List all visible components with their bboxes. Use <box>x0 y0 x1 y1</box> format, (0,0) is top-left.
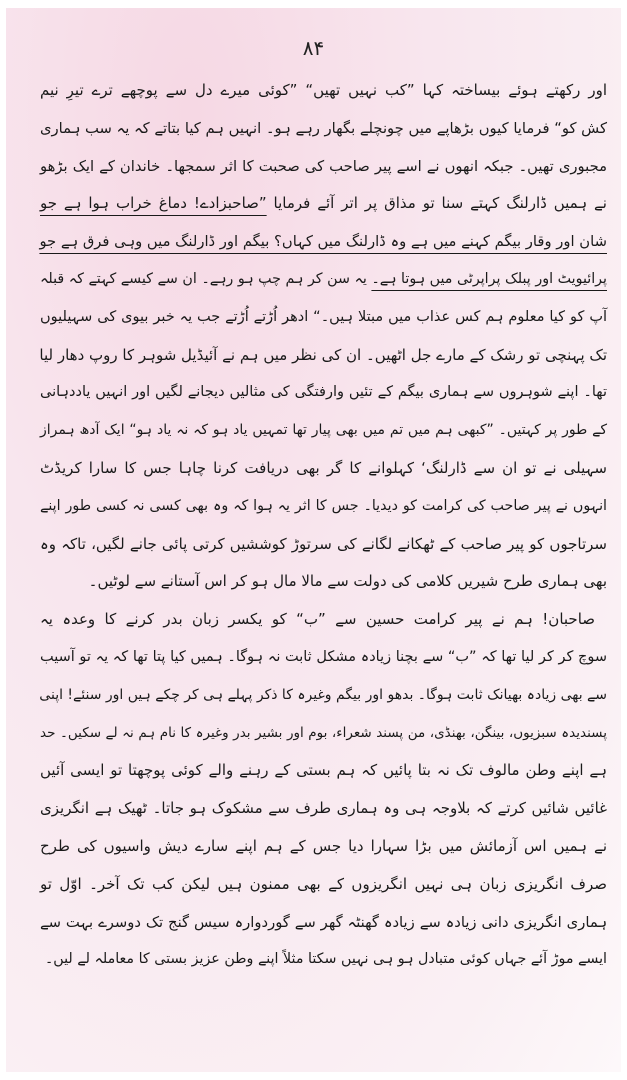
text-line: سے بھی زیادہ بھیانک ثابت ہوگا۔ بدھو اور بیگم وغیرہ کا ذکر پہلے ہی کر چکے ہیں اور سنئے! اپنی <box>39 686 607 703</box>
text-line: ہے اپنے وطن مالوف تک نہ بتا پائیں کہ ہم بستی کے رہنے والے کوئی پوچھتا تو ایسی آئیں <box>40 761 607 780</box>
text-line: صرف انگریزی زبان ہی نہیں انگریزوں کے بھی ممنون ہیں لیکن کب تک آخر۔ اوّل تو <box>40 874 607 893</box>
text-line: سرتاجوں کو پیر صاحب کے ٹھکانے لگانے کی سرتوڑ کوششیں کرتی پائی جانے لگیں، تاکہ وہ <box>40 534 607 553</box>
text-line: سہیلی نے تو ان سے ڈارلنگ‘ کہلوانے کا گر بھی دریافت کرنا چاہا جس کا سارا کریڈٹ <box>40 458 607 477</box>
text-line: نے ہمیں اس آزمائش میں بڑا سہارا دیا جس کے ہم اپنے سارے دیش واسیوں کی طرح <box>40 836 607 855</box>
text-line: تک پہنچی تو رشک کے مارے جل اٹھیں۔ ان کی نظر میں ہم نے آئیڈیل شوہر کا روپ دھار لیا <box>39 345 607 364</box>
text-line: ایسے موڑ آئے جہاں کوئی متبادل ہو ہی نہیں سکتا مثلاً اپنے وطن عزیز بستی کا معاملہ لے لیں۔ <box>44 951 607 968</box>
text-segment: نے ہمیں ڈارلنگ کہتے سنا تو مذاق پر اتر آئے فرمایا <box>266 194 607 213</box>
underlined-text: ”صاحبزادے! دماغ خراب ہوا ہے جو <box>40 194 267 213</box>
text-line: بھی ہماری طرح شیریں کلامی کی دولت سے مالا مال ہو کر اس آستانے سے لوٹیں۔ <box>88 572 607 591</box>
text-line: ہماری انگریزی دانی زیادہ سے زیادہ گھنٹہ گھر سے گوردوارہ سیس گنج تک دوسرے بہت سے <box>40 913 607 931</box>
text-line: مجبوری تھیں۔ جبکہ انھوں نے اسے پیر صاحب کی صحبت کا اثر سمجھا۔ خاندان کے ایک بڑھو <box>40 157 607 175</box>
text-line: سوچ کر کر لیا تھا کہ ”ب“ سے بچنا زیادہ مشکل ثابت نہ ہوگا۔ ہمیں کیا پتا تھا کہ یہ تو آسیب <box>40 648 607 665</box>
text-line <box>40 185 607 223</box>
text-line: کے طور پر کہتیں۔ ”کبھی ہم میں تم میں بھی پیار تھا تمہیں یاد ہو کہ نہ یاد ہو“ ایک آدھ ہمراز <box>40 422 607 439</box>
text-segment: یہ سن کر ہم چپ ہو رہے۔ ان سے کیسے کہتے کہ قبلہ <box>40 270 372 287</box>
underlined-text: پرائیویٹ اور پبلک پراپرٹی میں ہوتا ہے۔ <box>371 270 607 287</box>
text-line: آپ کو کیا معلوم ہم کس عذاب میں مبتلا ہیں۔“ ادھر اُڑتے اُڑتے جب یہ خبر بیوی کی سہیلیوں <box>40 308 607 325</box>
page-body <box>40 72 607 979</box>
text-line: تھا۔ اپنے شوہروں سے ہماری بیگم کے تئیں وارفتگی کی مثالیں دیجانے لگیں اور انہیں یاددہانی <box>40 384 607 401</box>
paragraph-start-line: صاحبان! ہم نے پیر کرامت حسین سے ”ب“ کو یکسر زبان بدر کرنے کا وعدہ یہ <box>40 610 595 629</box>
page-number: ۸۴ <box>302 36 325 60</box>
text-line: غائیں شائیں کرتے کہ بلاوجہ ہی وہ ہماری طرف سے مشکوک ہو جاتا۔ ٹھیک ہے انگریزی <box>40 799 607 818</box>
underlined-text-line: شان اور وقار بیگم کہنے میں ہے وہ ڈارلنگ میں کہاں؟ بیگم اور ڈارلنگ میں وہی فرق ہے جو <box>39 233 607 251</box>
text-line: انہوں نے پیر صاحب کی کرامت کو دیدیا۔ جس کا اثر یہ ہوا کہ وہ بھی کسی نہ کسی طور اپنے <box>40 497 607 514</box>
text-line: پسندیدہ سبزیوں، بینگن، بھنڈی، من پسند شعراء، بوم اور بشیر بدر وغیرہ کا نام ہم نہ لے سکیں۔ حد <box>40 724 607 741</box>
text-line: کش کو“ فرمایا کیوں بڑھاپے میں چونچلے بگھار رہے ہو۔ انہیں ہم کیا بتاتے کہ یہ سب ہماری <box>40 119 607 137</box>
text-line: اور رکھتے ہوئے بیساختہ کہا ”کب نہیں تھیں“ ”کوئی میرے دل سے پوچھے ترے تیرِ نیم <box>40 81 607 99</box>
text-line <box>40 261 607 299</box>
